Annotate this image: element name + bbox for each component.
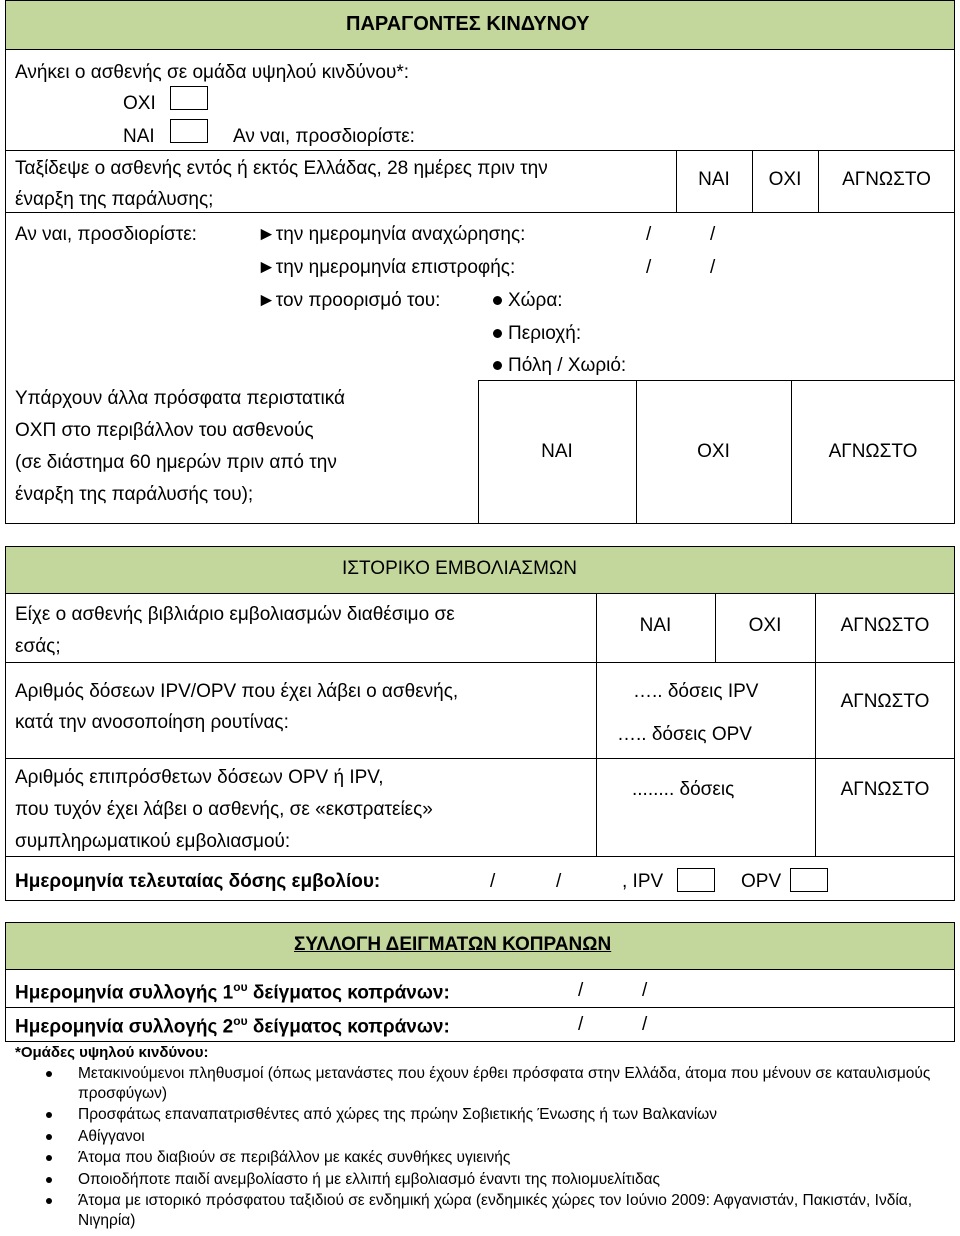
routine-question-line1: Αριθμός δόσεων IPV/OPV που έχει λάβει ο ασθενής, [15, 681, 459, 702]
list-item: Προσφάτως επαναπατρισθέντες από χώρες της πρώην Σοβιετικής Ένωσης ή των Βαλκανίων [40, 1105, 940, 1125]
region-field[interactable] [493, 323, 581, 346]
routine-option-unknown[interactable]: ΑΓΝΩΣΤΟ [840, 691, 930, 712]
high-risk-no-checkbox[interactable] [170, 86, 208, 110]
stool-sample2-sep2[interactable]: / [642, 1014, 648, 1035]
city-field[interactable] [493, 355, 626, 378]
card-option-unknown[interactable]: ΑΓΝΩΣΤΟ [840, 615, 930, 636]
list-item: Άτομα με ιστορικό πρόσφατου ταξιδιού σε ενδημική χώρα (ενδημικές χώρες τον Ιούνιο 2009: Αφγανιστάν, Πακιστάν, Ινδία, Νιγηρία) [40, 1191, 940, 1230]
last-dose-opv-checkbox[interactable] [790, 868, 828, 892]
routine-opv-doses-field[interactable]: ….. δόσεις OPV [617, 724, 752, 745]
stool-sample2-sep1[interactable]: / [578, 1014, 584, 1035]
travel-option-no[interactable]: ΟΧΙ [768, 169, 802, 190]
bullet-icon [493, 361, 502, 370]
travel-option-yes[interactable]: ΝΑΙ [698, 169, 730, 190]
bullet-icon [46, 1134, 52, 1140]
stool-sample2-label: Ημερομηνία συλλογής $2^{o\upsilon}$ δείγματος κοπράνων: [15, 1014, 450, 1038]
other-cases-line3: (σε διάστημα 60 ημερών πριν από την [15, 452, 337, 473]
other-cases-line1: Υπάρχουν άλλα πρόσφατα περιστατικά [15, 388, 346, 409]
city-label: Πόλη / Χωριό: [508, 355, 627, 376]
departure-date-sep1[interactable]: / [646, 224, 652, 245]
risk-factors-title: ΠΑΡΑΓΟΝΤΕΣ ΚΙΝΔΥΝΟΥ [346, 13, 590, 35]
high-risk-yes-label: ΝΑΙ [123, 126, 155, 147]
card-option-no[interactable]: ΟΧΙ [748, 615, 782, 636]
high-risk-question: Ανήκει ο ασθενής σε ομάδα υψηλού κινδύνου*: [15, 62, 410, 83]
travel-question-line2: έναρξη της παράλυσης; [15, 189, 214, 210]
list-item: Μετακινούμενοι πληθυσμοί (όπως μετανάστες που έχουν έρθει πρόσφατα στην Ελλάδα, άτομα που μένουν σε καταυλισμούς προσφύγων) [40, 1064, 940, 1103]
extra-doses-field[interactable]: ........ δόσεις [632, 779, 735, 800]
bullet-icon [46, 1177, 52, 1183]
last-dose-opv-label: OPV [741, 871, 782, 892]
bullet-icon [46, 1112, 52, 1118]
extra-question-line3: συμπληρωματικού εμβολιασμού: [15, 831, 291, 852]
routine-question-line2: κατά την ανοσοποίηση ρουτίνας: [15, 712, 289, 733]
high-risk-groups-heading: *Ομάδες υψηλού κινδύνου: [15, 1044, 209, 1061]
cases-option-no[interactable]: ΟΧΙ [697, 441, 730, 462]
other-cases-line4: έναρξη της παράλυσής του); [15, 484, 254, 505]
last-dose-sep1[interactable]: / [490, 871, 496, 892]
high-risk-no-label: ΟΧΙ [123, 93, 156, 114]
country-field[interactable] [493, 290, 563, 313]
travel-option-unknown[interactable]: ΑΓΝΩΣΤΟ [842, 169, 931, 190]
list-item: Οποιοδήποτε παιδί ανεμβολίαστο ή με ελλιπή εμβολιασμό έναντι της πολιομυελίτιδας [40, 1170, 940, 1190]
bullet-icon [493, 329, 502, 338]
last-dose-label: Ημερομηνία τελευταίας δόσης εμβολίου: [15, 871, 381, 892]
cases-option-unknown[interactable]: ΑΓΝΩΣΤΟ [828, 441, 918, 462]
routine-ipv-doses-field[interactable]: ….. δόσεις IPV [633, 681, 759, 702]
stool-sample1-label: Ημερομηνία συλλογής $1^{o\upsilon}$ δείγματος κοπράνων: [15, 980, 450, 1004]
bullet-icon [46, 1071, 52, 1077]
travel-question-line1: Ταξίδεψε ο ασθενής εντός ή εκτός Ελλάδας, 28 ημέρες πριν την [15, 158, 548, 179]
departure-date-label: ►την ημερομηνία αναχώρησης: [257, 224, 526, 245]
extra-question-line2: που τυχόν έχει λάβει ο ασθενής, σε «εκστρατείες» [15, 799, 433, 820]
stool-sample1-sep1[interactable]: / [578, 980, 584, 1001]
card-option-yes[interactable]: ΝΑΙ [639, 615, 672, 636]
bullet-icon [46, 1155, 52, 1161]
return-date-sep2[interactable]: / [710, 257, 716, 278]
country-label: Χώρα: [508, 290, 563, 311]
region-label: Περιοχή: [508, 323, 582, 344]
other-cases-line2: ΟΧΠ στο περιβάλλον του ασθενούς [15, 420, 314, 441]
card-question-line2: εσάς; [15, 636, 61, 657]
vaccination-title: ΙΣΤΟΡΙΚΟ ΕΜΒΟΛΙΑΣΜΩΝ [342, 558, 577, 579]
last-dose-ipv-checkbox[interactable] [677, 868, 715, 892]
high-risk-groups-list [40, 1064, 940, 1232]
stool-sample1-sep2[interactable]: / [642, 980, 648, 1001]
cases-option-yes[interactable]: ΝΑΙ [541, 441, 573, 462]
bullet-icon [46, 1198, 52, 1204]
extra-question-line1: Αριθμός επιπρόσθετων δόσεων OPV ή IPV, [15, 767, 384, 788]
stool-title: ΣΥΛΛΟΓΗ ΔΕΙΓΜΑΤΩΝ ΚΟΠΡΑΝΩΝ [294, 934, 612, 955]
card-question-line1: Είχε ο ασθενής βιβλιάριο εμβολιασμών διαθέσιμο σε [15, 604, 455, 625]
list-item: Άτομα που διαβιούν σε περιβάλλον με κακές συνθήκες υγιεινής [40, 1148, 940, 1168]
return-date-sep1[interactable]: / [646, 257, 652, 278]
high-risk-specify-label: Αν ναι, προσδιορίστε: [233, 126, 415, 147]
departure-date-sep2[interactable]: / [710, 224, 716, 245]
last-dose-ipv-label: , IPV [622, 871, 664, 892]
destination-label: ►τον προορισμό του: [257, 290, 441, 311]
return-date-label: ►την ημερομηνία επιστροφής: [257, 257, 516, 278]
extra-option-unknown[interactable]: ΑΓΝΩΣΤΟ [840, 779, 930, 800]
bullet-icon [493, 296, 502, 305]
travel-specify-label: Αν ναι, προσδιορίστε: [15, 224, 197, 245]
list-item: Αθίγγανοι [40, 1127, 940, 1147]
last-dose-sep2[interactable]: / [556, 871, 562, 892]
high-risk-yes-checkbox[interactable] [170, 119, 208, 143]
